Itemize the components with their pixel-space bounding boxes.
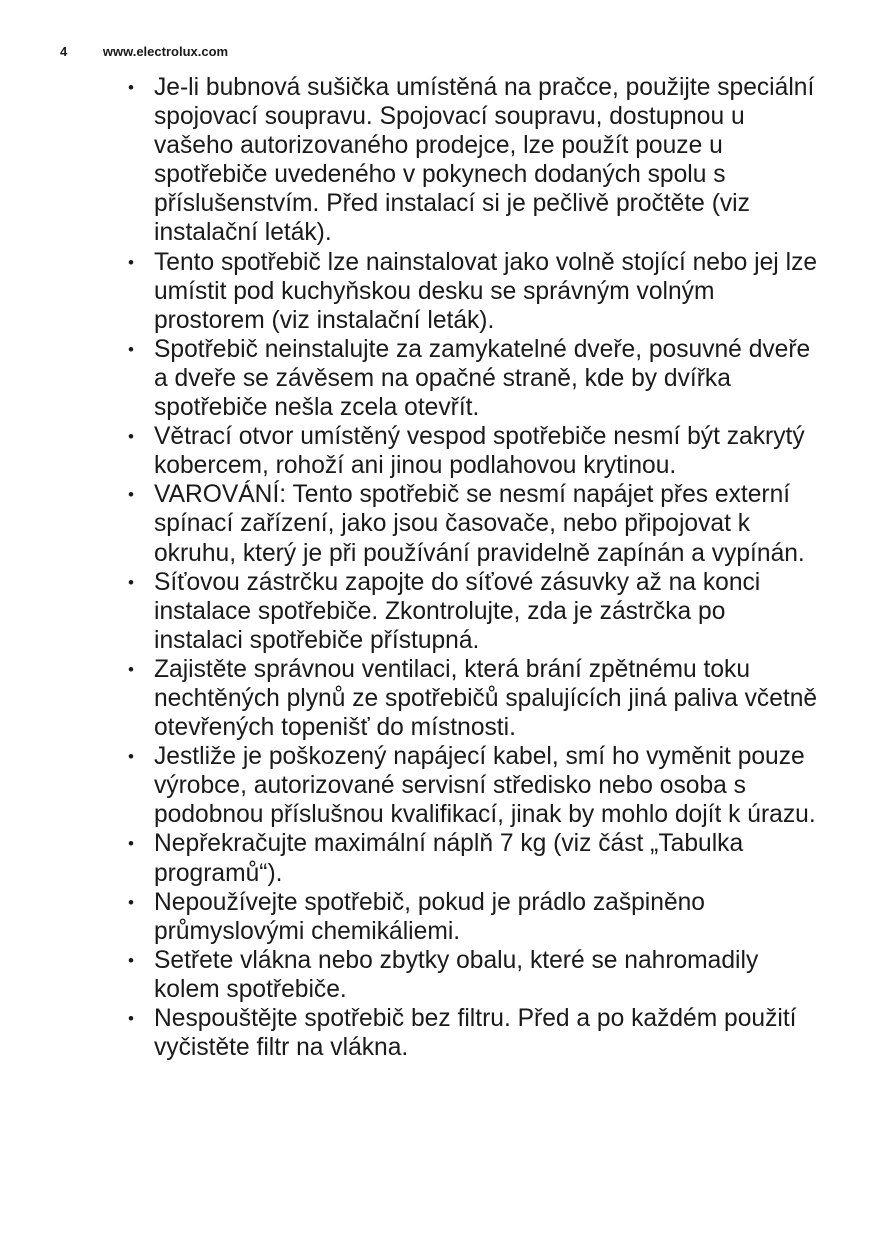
list-item: • Spotřebič neinstalujte za zamykatelné dveře, posuvné dveře a dveře se závěsem na opačné straně, kde by dvířka spotřebiče nešla zcela otevřít. [128,335,818,422]
list-item: • VAROVÁNÍ: Tento spotřebič se nesmí napájet přes externí spínací zařízení, jako jsou časovače, nebo připojovat k okruhu, který je při používání pravidelně zapínán a vypínán. [128,480,818,567]
list-item: • Tento spotřebič lze nainstalovat jako volně stojící nebo jej lze umístit pod kuchyňskou desku se správným volným prostorem (viz instalační leták). [128,248,818,335]
safety-instructions-list [128,73,818,1062]
website-url: www.electrolux.com [102,44,229,59]
list-item: • Síťovou zástrčku zapojte do síťové zásuvky až na konci instalace spotřebiče. Zkontrolujte, zda je zástrčka po instalaci spotřebiče přístupná. [128,568,818,655]
list-item: • Nepřekračujte maximální náplň 7 kg (viz část „Tabulka programů“). [128,829,818,887]
page-number: 4 [60,44,68,59]
list-item: • Nepoužívejte spotřebič, pokud je prádlo zašpiněno průmyslovými chemikáliemi. [128,888,818,946]
list-item: • Jestliže je poškozený napájecí kabel, smí ho vyměnit pouze výrobce, autorizované servisní středisko nebo osoba s podobnou příslušnou kvalifikací, jinak by mohlo dojít k úrazu. [128,742,818,829]
page-header [60,44,228,59]
list-item: • Zajistěte správnou ventilaci, která brání zpětnému toku nechtěných plynů ze spotřebičů spalujících jiná paliva včetně otevřených topenišť do místnosti. [128,655,818,742]
list-item: • Je-li bubnová sušička umístěná na pračce, použijte speciální spojovací soupravu. Spojovací soupravu, dostupnou u vašeho autorizovaného prodejce, lze použít pouze u spotřebiče uvedeného v pokynech dodaných spolu s příslušenstvím. Před instalací si je pečlivě pročtěte (viz instalační leták). [128,73,818,248]
list-item: • Větrací otvor umístěný vespod spotřebiče nesmí být zakrytý kobercem, rohoží ani jinou podlahovou krytinou. [128,422,818,480]
list-item: • Nespouštějte spotřebič bez filtru. Před a po každém použití vyčistěte filtr na vlákna. [128,1004,818,1062]
list-item: • Setřete vlákna nebo zbytky obalu, které se nahromadily kolem spotřebiče. [128,946,818,1004]
